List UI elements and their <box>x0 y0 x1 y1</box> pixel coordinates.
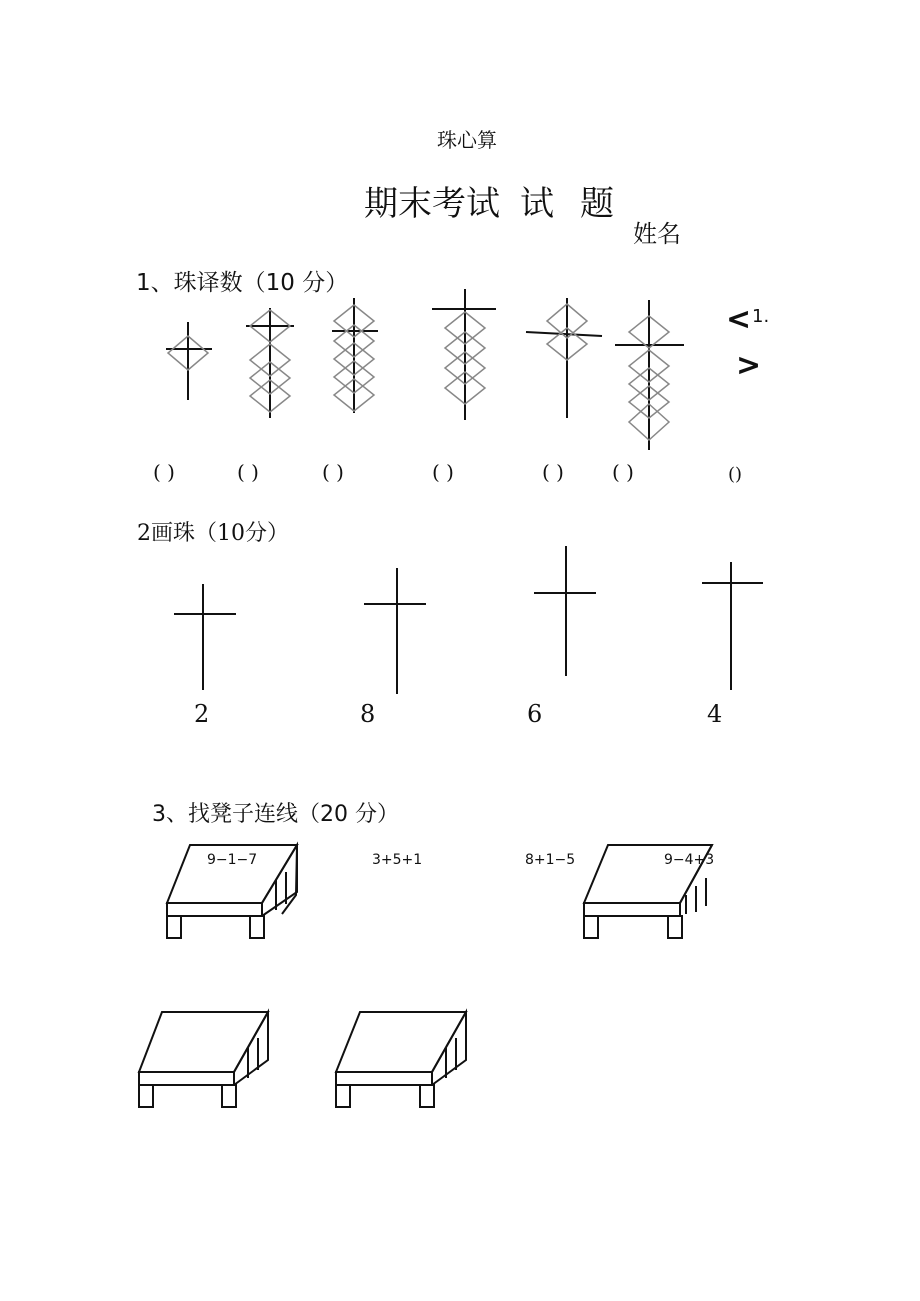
expression-2[interactable]: 3+5+1 <box>372 852 423 868</box>
section-3-title: 3、找凳子连线（20 分） <box>152 802 399 827</box>
draw-rod-4[interactable] <box>702 562 763 690</box>
expression-1[interactable]: 9−1−7 <box>207 852 258 868</box>
expression-4[interactable]: 9−4+3 <box>664 852 715 868</box>
answer-slot-4[interactable]: ( ) <box>432 460 454 484</box>
exam-title-word-2: 题 <box>580 184 614 224</box>
side-mark-greater: > <box>736 348 762 383</box>
abacus-column-2 <box>246 308 294 418</box>
abacus-column-6 <box>615 300 684 450</box>
expression-3[interactable]: 8+1−5 <box>525 852 576 868</box>
abacus-column-3 <box>332 298 378 413</box>
exam-title: 期末考试 <box>364 184 500 224</box>
abacus-column-4 <box>432 289 496 420</box>
draw-rod-1[interactable] <box>174 584 236 690</box>
bench-4[interactable] <box>336 1012 466 1107</box>
draw-rod-2[interactable] <box>364 568 426 694</box>
abacus-column-1 <box>166 322 212 400</box>
side-mark-number: 1. <box>752 306 770 327</box>
name-label: 姓名 <box>633 220 681 248</box>
abacus-column-5 <box>526 298 602 418</box>
section-1-title: 1、珠译数（10 分） <box>136 270 349 296</box>
answer-slot-5[interactable]: ( ) <box>542 460 564 484</box>
subject-title: 珠心算 <box>437 128 497 152</box>
draw-rod-3[interactable] <box>534 546 596 676</box>
side-mark-less: < <box>726 302 752 337</box>
draw-number-1: 2 <box>194 700 210 728</box>
draw-number-3: 6 <box>527 700 543 728</box>
section-2-title: 2画珠（10分） <box>137 521 289 546</box>
draw-number-4: 4 <box>707 700 723 728</box>
answer-slot-3[interactable]: ( ) <box>322 460 344 484</box>
answer-slot-6[interactable]: ( ) <box>612 460 634 484</box>
bench-3[interactable] <box>139 1012 268 1107</box>
answer-slot-extra[interactable]: () <box>728 464 743 485</box>
draw-number-2: 8 <box>360 700 376 728</box>
exam-title-word-1: 试 <box>520 184 554 224</box>
answer-slot-1[interactable]: ( ) <box>153 460 175 484</box>
answer-slot-2[interactable]: ( ) <box>237 460 259 484</box>
